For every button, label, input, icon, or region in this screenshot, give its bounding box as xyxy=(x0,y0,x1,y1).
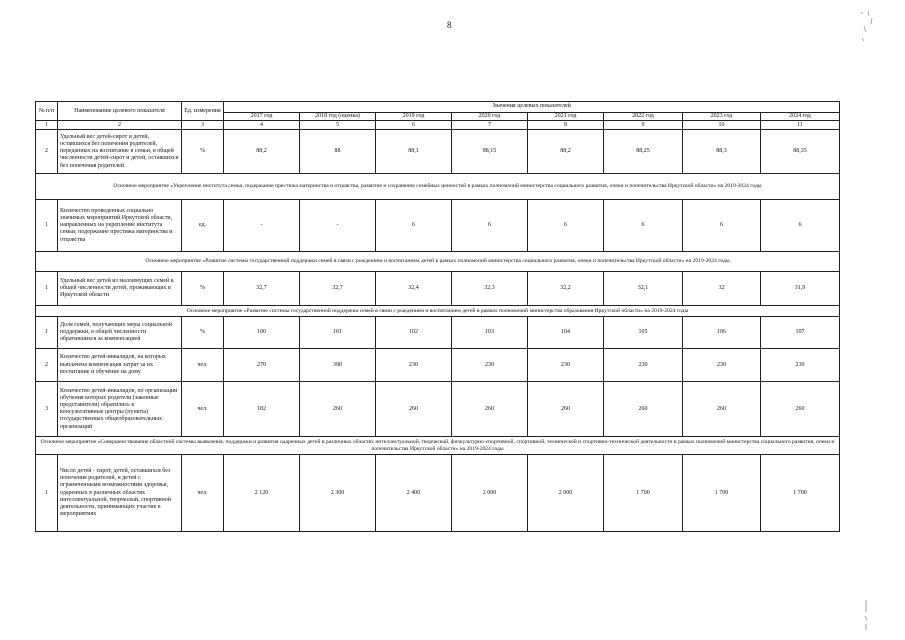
table-row xyxy=(36,349,840,382)
value-2017: 100 xyxy=(224,317,300,349)
value-2021: 6 xyxy=(528,200,604,252)
value-2017: 270 xyxy=(224,349,300,382)
value-2018: - xyxy=(300,200,376,252)
value-2020: 260 xyxy=(452,382,528,437)
value-2020: 32,3 xyxy=(452,272,528,306)
header-year: 2017 год xyxy=(224,113,300,121)
value-2020: 6 xyxy=(452,200,528,252)
header-year: 2022 год xyxy=(604,113,683,121)
value-2024: 107 xyxy=(761,317,840,349)
value-2019: 88,1 xyxy=(376,130,452,174)
table-row xyxy=(36,317,840,349)
value-2021: 104 xyxy=(528,317,604,349)
column-index: 11 xyxy=(761,121,840,130)
value-2023: 6 xyxy=(683,200,761,252)
value-2020: 88,15 xyxy=(452,130,528,174)
column-index: 3 xyxy=(182,121,224,130)
table-row xyxy=(36,455,840,532)
group-row xyxy=(36,252,840,272)
header-year: 2019 год xyxy=(376,113,452,121)
group-heading: Основное мероприятие «Совершенствование областной системы выявления, поддержки и развития одаренных детей в различных областях интеллектуальной, творческой, физкультурно-спортивной, спортивной, технической и спортивно-технической деятельности в рамках полномочий министерства социального развития, опеки и попечительства Иркутской области» на 2019-2024 годы xyxy=(36,437,840,455)
column-index: 10 xyxy=(683,121,761,130)
value-2017: - xyxy=(224,200,300,252)
value-2023: 230 xyxy=(683,349,761,382)
value-2017: 2 120 xyxy=(224,455,300,532)
indicator-unit: ед. xyxy=(182,200,224,252)
column-index: 9 xyxy=(604,121,683,130)
value-2021: 88,2 xyxy=(528,130,604,174)
value-2017: 88,2 xyxy=(224,130,300,174)
value-2024: 31,9 xyxy=(761,272,840,306)
indicator-unit: % xyxy=(182,317,224,349)
header-year: 2020 год xyxy=(452,113,528,121)
value-2019: 2 400 xyxy=(376,455,452,532)
value-2021: 260 xyxy=(528,382,604,437)
header-year: 2018 год (оценка) xyxy=(300,113,376,121)
column-index: 8 xyxy=(528,121,604,130)
group-row xyxy=(36,306,840,317)
value-2023: 32 xyxy=(683,272,761,306)
indicator-unit: % xyxy=(182,130,224,174)
table-row xyxy=(36,272,840,306)
value-2019: 230 xyxy=(376,349,452,382)
group-row xyxy=(36,437,840,455)
row-number: 3 xyxy=(36,382,58,437)
table-row xyxy=(36,200,840,252)
value-2022: 260 xyxy=(604,382,683,437)
group-row xyxy=(36,174,840,200)
indicator-name: Доля семей, получающих меры социальной поддержки, в общей численности обратившихся за компенсацией xyxy=(58,317,182,349)
header-name: Наименование целевого показателя xyxy=(58,102,182,121)
page-number: 8 xyxy=(447,20,452,30)
value-2018: 2 300 xyxy=(300,455,376,532)
table-row xyxy=(36,382,840,437)
group-heading: Основное мероприятие «Укрепление института семьи, подержание престижа материнства и отцовства, развитие и сохранение семейных ценностей в рамках полномочий министерства социального развития, опеки и попечительства Иркутской области» на 2019-2024 годы xyxy=(36,174,840,200)
header-year: 2023 год xyxy=(683,113,761,121)
table-row xyxy=(36,130,840,174)
value-2019: 102 xyxy=(376,317,452,349)
scan-artifact-marks xyxy=(858,8,878,48)
value-2019: 260 xyxy=(376,382,452,437)
column-index: 4 xyxy=(224,121,300,130)
value-2023: 88,3 xyxy=(683,130,761,174)
value-2022: 32,1 xyxy=(604,272,683,306)
value-2017: 32,7 xyxy=(224,272,300,306)
value-2018: 390 xyxy=(300,349,376,382)
group-heading: Основное мероприятие «Развитие системы государственной поддержки семей в связи с рождением и воспитанием детей в рамках полномочий министерства социального развития, опеки и попечительства Иркутской области» на 2019-2024 годы xyxy=(36,252,840,272)
header-no: № п/п xyxy=(36,102,58,121)
value-2018: 32,7 xyxy=(300,272,376,306)
column-index: 6 xyxy=(376,121,452,130)
value-2021: 230 xyxy=(528,349,604,382)
column-index: 2 xyxy=(58,121,182,130)
indicator-unit: % xyxy=(182,272,224,306)
target-indicators-table xyxy=(35,101,840,532)
row-number: 1 xyxy=(36,272,58,306)
value-2021: 32,2 xyxy=(528,272,604,306)
value-2020: 103 xyxy=(452,317,528,349)
value-2023: 1 700 xyxy=(683,455,761,532)
value-2024: 230 xyxy=(761,349,840,382)
value-2019: 32,4 xyxy=(376,272,452,306)
value-2023: 260 xyxy=(683,382,761,437)
value-2024: 6 xyxy=(761,200,840,252)
targets-table-sheet xyxy=(35,101,839,532)
column-index: 7 xyxy=(452,121,528,130)
value-2021: 2 000 xyxy=(528,455,604,532)
value-2020: 2 000 xyxy=(452,455,528,532)
group-heading: Основное мероприятие «Развитие системы государственной поддержки семей в связи с рождением и воспитанием детей в рамках полномочий министерства образования Иркутской области» на 2019-2024 годы xyxy=(36,306,840,317)
indicator-name: Удельный вес детей-сирот и детей, оставшихся без попечения родителей, переданных на воспитание в семьи, в общей численности детей-сирот и детей, оставшихся без попечения родителей xyxy=(58,130,182,174)
header-values: Значения целевых показателей xyxy=(224,102,840,113)
indicator-name: Количество детей-инвалидов, на которых выплачена компенсация затрат за их воспитание и обучение на дому xyxy=(58,349,182,382)
value-2024: 260 xyxy=(761,382,840,437)
indicator-unit: чел. xyxy=(182,382,224,437)
value-2017: 182 xyxy=(224,382,300,437)
row-number: 1 xyxy=(36,317,58,349)
row-number: 1 xyxy=(36,200,58,252)
value-2019: 6 xyxy=(376,200,452,252)
indicator-name: Количество детей-инвалидов, по организации обучения которых родители (законные представители) обратились в консультативные центры (пункты) государственных общеобразовательных организаций xyxy=(58,382,182,437)
indicator-unit: чел. xyxy=(182,349,224,382)
value-2018: 88 xyxy=(300,130,376,174)
value-2022: 1 700 xyxy=(604,455,683,532)
header-year: 2021 год xyxy=(528,113,604,121)
value-2022: 230 xyxy=(604,349,683,382)
indicator-name: Удельный вес детей из малоимущих семей в общей численности детей, проживающих в Иркутской области xyxy=(58,272,182,306)
column-index: 5 xyxy=(300,121,376,130)
value-2022: 105 xyxy=(604,317,683,349)
value-2022: 88,25 xyxy=(604,130,683,174)
scan-artifact-line xyxy=(864,600,868,630)
header-unit: Ед. измерения xyxy=(182,102,224,121)
indicator-name: Число детей - сирот, детей, оставшихся без попечения родителей, и детей с ограниченными возможностями здоровья, одаренных в различных областях интеллектуальной, творческой, спортивной деятельности, принимающих участие в мероприятиях xyxy=(58,455,182,532)
column-index: 1 xyxy=(36,121,58,130)
row-number: 1 xyxy=(36,455,58,532)
value-2024: 88,35 xyxy=(761,130,840,174)
header-row xyxy=(36,102,840,113)
value-2024: 1 700 xyxy=(761,455,840,532)
column-index-row xyxy=(36,121,840,130)
header-year: 2024 год xyxy=(761,113,840,121)
row-number: 2 xyxy=(36,130,58,174)
value-2018: 101 xyxy=(300,317,376,349)
value-2020: 230 xyxy=(452,349,528,382)
indicator-unit: чел. xyxy=(182,455,224,532)
value-2018: 260 xyxy=(300,382,376,437)
value-2022: 6 xyxy=(604,200,683,252)
value-2023: 106 xyxy=(683,317,761,349)
indicator-name: Количество проведенных социально значимых мероприятий Иркутской области, направленных на укрепление института семьи, подержание престижа материнства и отцовства xyxy=(58,200,182,252)
row-number: 2 xyxy=(36,349,58,382)
